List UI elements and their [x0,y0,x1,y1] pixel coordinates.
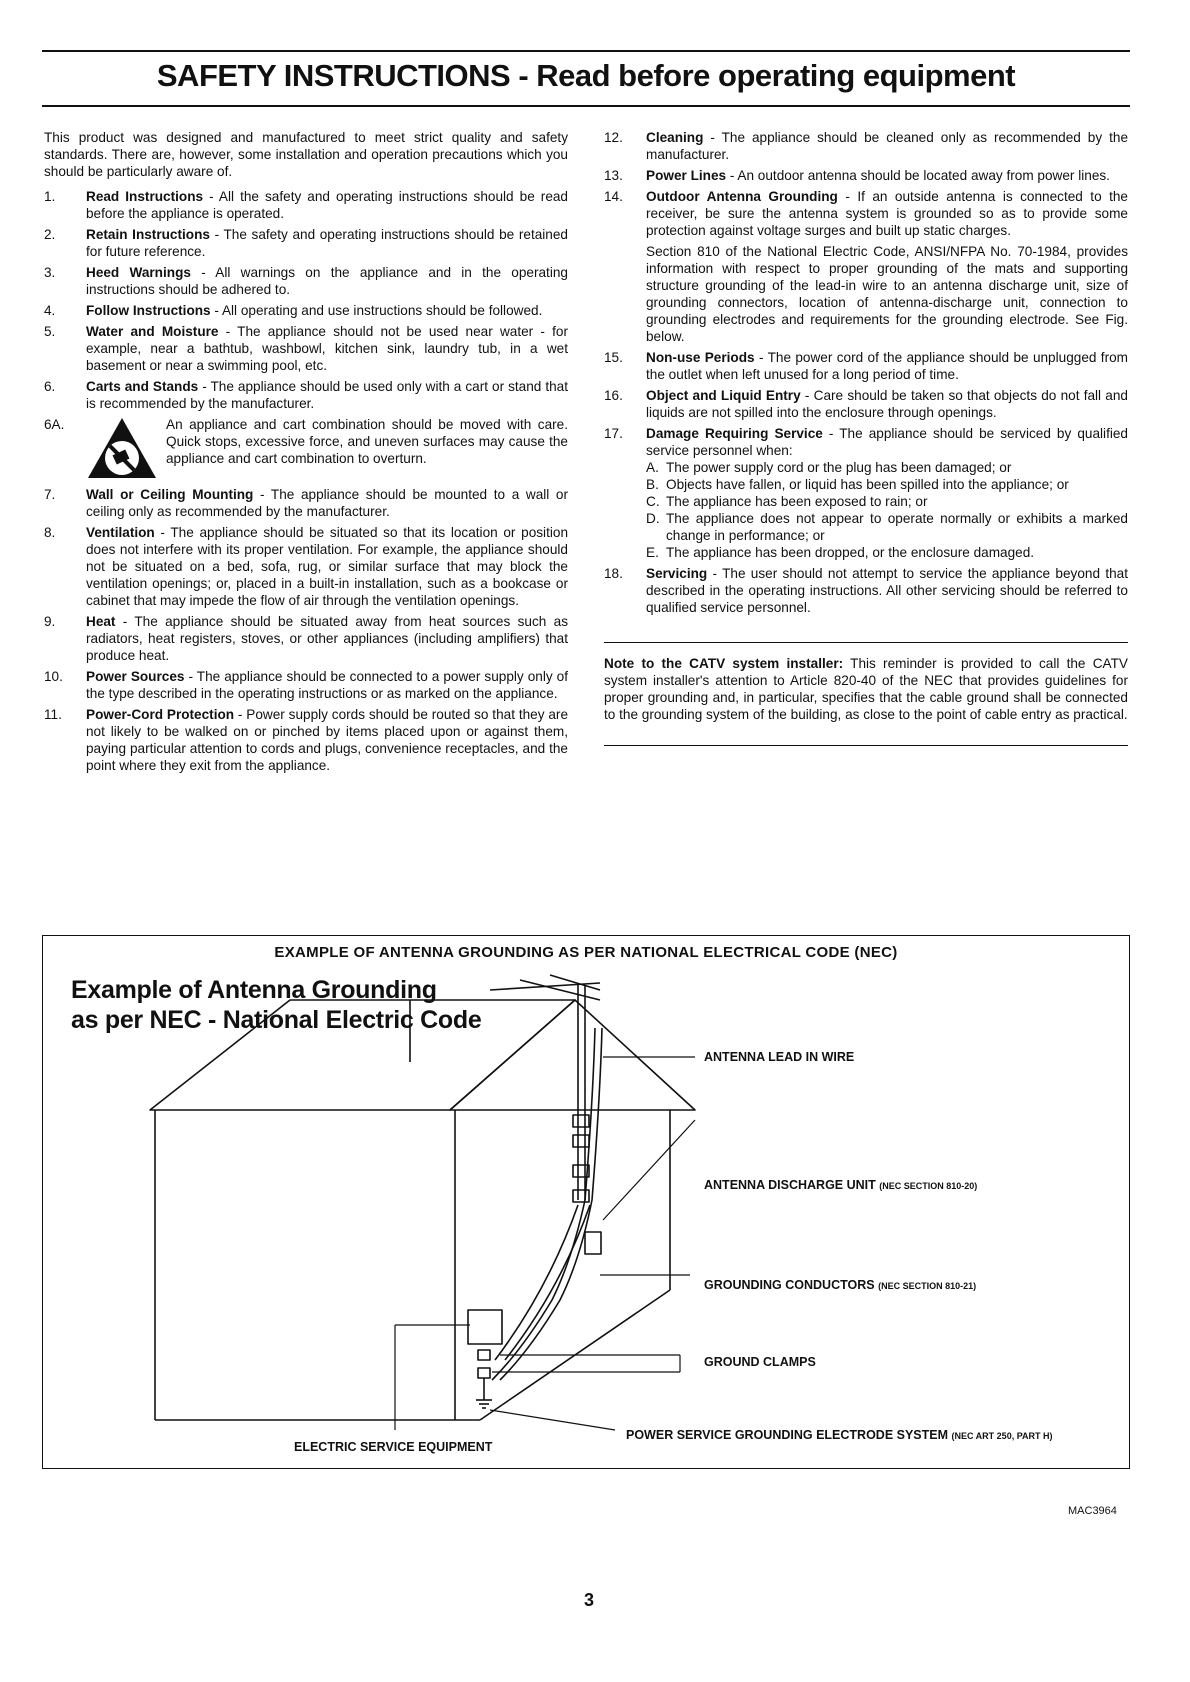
item-number: 13. [604,168,623,183]
item-text: - All the safety and operating instructions should be read before the appliance is operated. [86,189,568,221]
sub-item [646,459,1128,476]
item-text: - The user should not attempt to service the appliance beyond that described in the operating instructions. All other servicing should be referred to qualified service personnel. [646,566,1128,615]
item-text: - An outdoor antenna should be located away from power lines. [726,168,1110,183]
label-grounding-conductors [704,1278,976,1292]
item-text: - The appliance should be mounted to a wall or ceiling only as recommended by the manufacturer. [86,487,569,519]
catv-note-head: Note to the CATV system installer: [604,656,844,671]
instruction-item [44,668,568,702]
instruction-item [604,188,1128,345]
top-rule [42,50,1130,52]
label-conductors-text: GROUNDING CONDUCTORS [704,1278,875,1292]
instruction-item [44,264,568,298]
item-heading: Read Instructions [86,189,204,204]
item-heading: Follow Instructions [86,303,211,318]
sub-item-letter: E. [646,545,659,560]
page-number: 3 [584,1590,595,1610]
item-heading: Water and Moisture [86,324,219,339]
intro-text: This product was designed and manufactured to meet strict quality and safety standards. There are, however, some installation and operation precautions which you should be particularly aware of. [44,130,568,179]
item-heading: Damage Requiring Service [646,426,823,441]
item-number: 3. [44,265,56,280]
item-text: - The appliance should be serviced by qualified service personnel when: [646,426,1128,458]
item-text: - All warnings on the appliance and in the operating instructions should be adhered to. [86,265,568,297]
item-heading: Carts and Stands [86,379,199,394]
item-number: 1. [44,189,56,204]
label-lead-in: ANTENNA LEAD IN WIRE [704,1050,855,1064]
sub-item [646,476,1128,493]
left-instruction-list [44,188,568,774]
label-service-equipment: ELECTRIC SERVICE EQUIPMENT [294,1440,493,1454]
item-number: 15. [604,350,623,365]
page-title: SAFETY INSTRUCTIONS - Read before operating equipment [156,58,1016,93]
item-text: - Power supply cords should be routed so that they are not likely to be walked on or pinched by items placed upon or against them, paying particular attention to cords and plugs, convenience receptacles, and the point where they exit from the appliance. [86,707,568,773]
item-number: 10. [44,669,63,684]
label-ground-clamps: GROUND CLAMPS [704,1355,816,1369]
instruction-item [604,129,1128,163]
item-number: 6A. [44,417,65,432]
right-column [604,129,1128,746]
item-text: An appliance and cart combination should be moved with care. Quick stops, excessive force, and uneven surfaces may cause the appliance and cart combination to overturn. [166,417,568,466]
instruction-item [44,302,568,319]
catv-note [604,655,1128,723]
item-text: - Care should be taken so that objects do not fall and liquids are not spilled into the enclosure through openings. [646,388,1128,420]
item-text: - If an outside antenna is connected to the receiver, be sure the antenna system is grounded so as to provide some protection against voltage surges and built up static charges. [646,189,1128,238]
item-heading: Wall or Ceiling Mounting [86,487,254,502]
item-paragraph: Section 810 of the National Electric Code, ANSI/NFPA No. 70-1984, provides information with respect to proper grounding of the mats and supporting structure grounding of the lead-in wire to an antenna discharge unit, size of grounding connectors, location of antenna-discharge unit, connection to grounding electrodes and requirements for the grounding electrode. See Fig. below. [646,244,1128,344]
left-column [44,129,568,778]
instruction-item [44,226,568,260]
item-heading: Cleaning [646,130,704,145]
item-text: - The appliance should be situated away from heat sources such as radiators, heat registers, stoves, or other appliances (including amplifiers) that produce heat. [86,614,568,663]
item-number: 16. [604,388,623,403]
instruction-item [44,188,568,222]
item-text: - The appliance should be connected to a power supply only of the type described in the operating instructions or as marked on the appliance. [86,669,569,701]
item-number: 5. [44,324,56,339]
instruction-item [44,378,568,412]
item-text: - The appliance should be situated so that its location or position does not interfere with its proper ventilation. For example, the appliance should not be situated on a bed, sofa, rug, or similar surface that may block the ventilation openings; or, placed in a built-in installation, such as a bookcase or cabinet that may impede the flow of air through the ventilation openings. [86,525,568,608]
item-text: - The appliance should be cleaned only as recommended by the manufacturer. [646,130,1128,162]
catv-top-rule [604,642,1128,643]
item-number: 14. [604,189,623,204]
label-electrode-text: POWER SERVICE GROUNDING ELECTRODE SYSTEM [626,1428,949,1442]
sub-item-text: The appliance does not appear to operate normally or exhibits a marked change in performance; or [666,511,1128,543]
instruction-item [604,167,1128,184]
item-heading: Heed Warnings [86,265,191,280]
item-heading: Non-use Periods [646,350,755,365]
sub-item-text: Objects have fallen, or liquid has been spilled into the appliance; or [666,477,1069,492]
label-electrode-ref: (NEC ART 250, PART H) [951,1431,1053,1441]
instruction-item [604,425,1128,561]
instruction-item [44,613,568,664]
item-text: - The safety and operating instructions should be retained for future reference. [86,227,568,259]
instruction-item [44,706,568,774]
instruction-item [44,486,568,520]
item-number: 17. [604,426,623,441]
right-instruction-list [604,129,1128,616]
sub-item-text: The power supply cord or the plug has been damaged; or [666,460,1012,475]
diagram-title-line2: as per NEC - National Electric Code [71,1006,482,1034]
diagram-header: EXAMPLE OF ANTENNA GROUNDING AS PER NATIONAL ELECTRICAL CODE (NEC) [274,944,898,961]
sub-item-text: The appliance has been exposed to rain; or [666,494,928,509]
sub-item-letter: C. [646,494,660,509]
item-number: 11. [44,707,62,722]
instruction-item [44,524,568,609]
label-discharge-unit [704,1178,977,1192]
title-rule [42,105,1130,107]
catv-note-text: This reminder is provided to call the CATV system installer's attention to Article 820-40 of the NEC that provides guidelines for proper grounding and, in particular, specifies that the cable ground shall be connected to the grounding system of the building, as close to the point of cable entry as practical. [604,656,1128,722]
label-grounding-electrode [626,1428,1053,1442]
sub-item [646,510,1128,544]
item-heading: Servicing [646,566,708,581]
sub-item-letter: A. [646,460,659,475]
sub-item-text: The appliance has been dropped, or the enclosure damaged. [666,545,1035,560]
label-conductors-ref: (NEC SECTION 810-21) [878,1281,977,1291]
item-text: - The power cord of the appliance should be unplugged from the outlet when left unused for a long period of time. [646,350,1128,382]
label-discharge-text: ANTENNA DISCHARGE UNIT [704,1178,876,1192]
item-text: - The appliance should be used only with a cart or stand that is recommended by the manufacturer. [86,379,569,411]
item-heading: Power Sources [86,669,185,684]
sub-item-letter: B. [646,477,659,492]
item-heading: Power-Cord Protection [86,707,235,722]
diagram-title-line1: Example of Antenna Grounding [71,976,437,1004]
item-heading: Object and Liquid Entry [646,388,801,403]
item-heading: Ventilation [86,525,155,540]
item-number: 12. [604,130,623,145]
item-heading: Heat [86,614,116,629]
instruction-item [604,565,1128,616]
item-number: 7. [44,487,56,502]
item-number: 6. [44,379,56,394]
sub-item [646,544,1128,561]
label-discharge-ref: (NEC SECTION 810-20) [879,1181,978,1191]
sub-item-letter: D. [646,511,660,526]
item-number: 8. [44,525,56,540]
item-number: 4. [44,303,56,318]
sub-item [646,493,1128,510]
item-number: 18. [604,566,623,581]
item-number: 9. [44,614,56,629]
item-number: 2. [44,227,56,242]
diagram-title [71,975,481,1035]
item-text: - All operating and use instructions should be followed. [210,303,543,318]
item-heading: Retain Instructions [86,227,210,242]
item-heading: Power Lines [646,168,727,183]
item-text: - The appliance should not be used near water - for example, near a bathtub, washbowl, kitchen sink, laundry tub, in a wet basement or near a swimming pool, etc. [86,324,568,373]
no-cart-tipping-icon [86,416,158,482]
item-heading: Outdoor Antenna Grounding [646,189,838,204]
instruction-item [44,323,568,374]
instruction-item [604,349,1128,383]
figure-code: MAC3964 [1068,1505,1117,1517]
instruction-item [44,416,568,482]
catv-bottom-rule [604,745,1128,746]
instruction-item [604,387,1128,421]
